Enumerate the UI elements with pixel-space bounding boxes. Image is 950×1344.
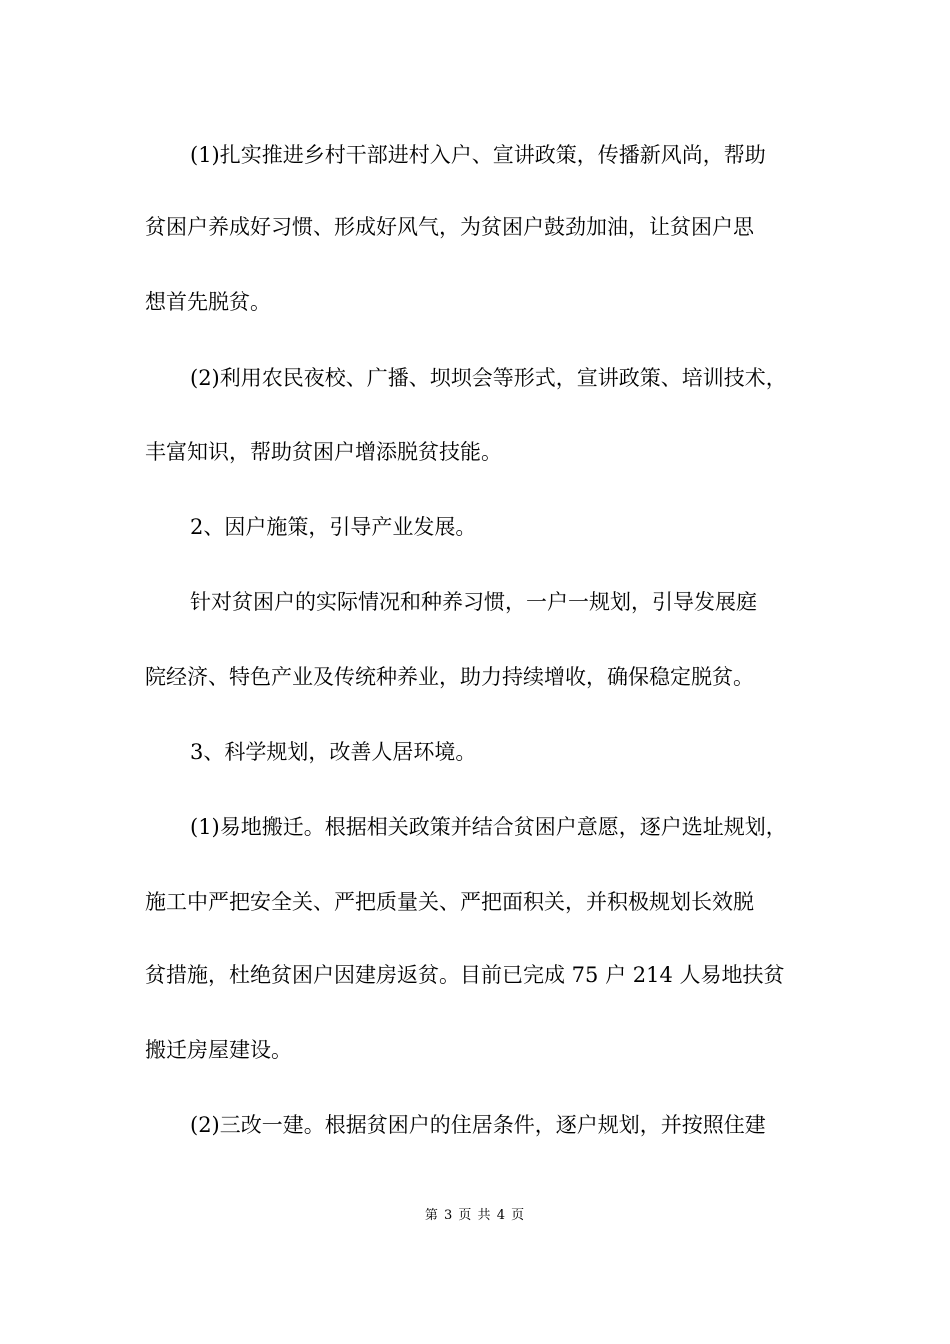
section-heading: 3、科学规划，改善人居环境。: [190, 740, 477, 764]
paragraph-line: (1)扎实推进乡村干部进村入户、宣讲政策，传播新风尚，帮助: [190, 143, 766, 167]
paragraph-line: (2)利用农民夜校、广播、坝坝会等形式，宣讲政策、培训技术，: [190, 366, 787, 390]
paragraph-line: (1)易地搬迁。根据相关政策并结合贫困户意愿，逐户选址规划，: [190, 815, 787, 839]
section-heading: 2、因户施策，引导产业发展。: [190, 515, 477, 539]
page-number-footer: 第 3 页 共 4 页: [424, 1208, 526, 1223]
paragraph-line: 贫困户养成好习惯、形成好风气，为贫困户鼓劲加油，让贫困户思: [145, 215, 754, 239]
paragraph-line: 针对贫困户的实际情况和种养习惯，一户一规划，引导发展庭: [190, 590, 757, 614]
paragraph-line: 搬迁房屋建设。: [145, 1038, 292, 1062]
paragraph-line: 贫措施，杜绝贫困户因建房返贫。目前已完成 75 户 214 人易地扶贫: [145, 963, 785, 987]
paragraph-line: (2)三改一建。根据贫困户的住居条件，逐户规划，并按照住建: [190, 1113, 766, 1137]
paragraph-line: 院经济、特色产业及传统种养业，助力持续增收，确保稳定脱贫。: [145, 665, 754, 689]
paragraph-line: 想首先脱贫。: [145, 290, 271, 314]
paragraph-line: 丰富知识，帮助贫困户增添脱贫技能。: [145, 440, 502, 464]
paragraph-line: 施工中严把安全关、严把质量关、严把面积关，并积极规划长效脱: [145, 890, 754, 914]
